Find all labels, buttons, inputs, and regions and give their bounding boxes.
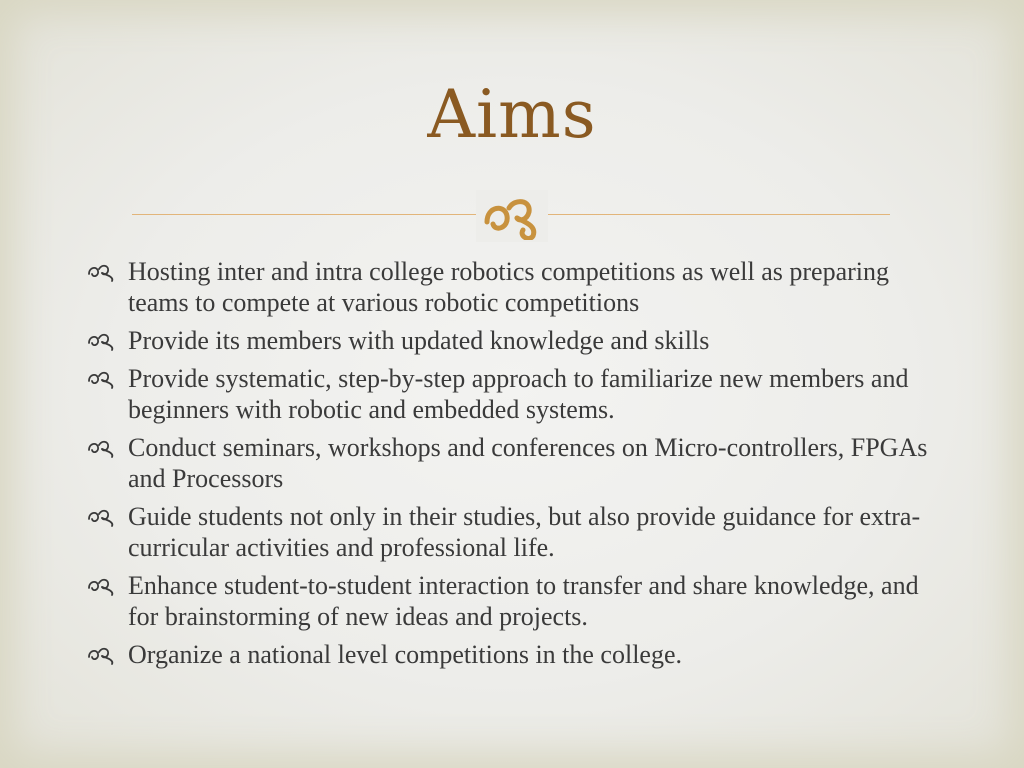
list-item [86, 432, 936, 494]
slide-title: Aims [427, 76, 597, 153]
bullet-text: Enhance student-to-student interaction to transfer and share knowledge, and for brainstorming of new ideas and projects. [128, 571, 919, 631]
bullet-text: Conduct seminars, workshops and conferences on Micro-controllers, FPGAs and Processors [128, 433, 928, 493]
curly-flourish-icon [86, 438, 120, 458]
bullet-text: Organize a national level competitions in the college. [128, 640, 682, 669]
curly-flourish-icon [86, 507, 120, 527]
list-item [86, 325, 936, 356]
scroll-flourish-icon [476, 190, 548, 242]
list-item [86, 639, 936, 670]
bullet-text: Provide systematic, step-by-step approach to familiarize new members and beginners with robotic and embedded systems. [128, 364, 909, 424]
list-item [86, 570, 936, 632]
list-item [86, 501, 936, 563]
curly-flourish-icon [86, 576, 120, 596]
curly-flourish-icon [86, 369, 120, 389]
aims-bullet-list [86, 256, 936, 677]
curly-flourish-icon [86, 331, 120, 351]
bullet-text: Guide students not only in their studies, but also provide guidance for extra-curricular activities and professional life. [128, 502, 921, 562]
list-item [86, 256, 936, 318]
bullet-text: Provide its members with updated knowledge and skills [128, 326, 710, 355]
bullet-text: Hosting inter and intra college robotics competitions as well as preparing teams to compete at various robotic competitions [128, 257, 890, 317]
list-item [86, 363, 936, 425]
curly-flourish-icon [86, 262, 120, 282]
curly-flourish-icon [86, 645, 120, 665]
